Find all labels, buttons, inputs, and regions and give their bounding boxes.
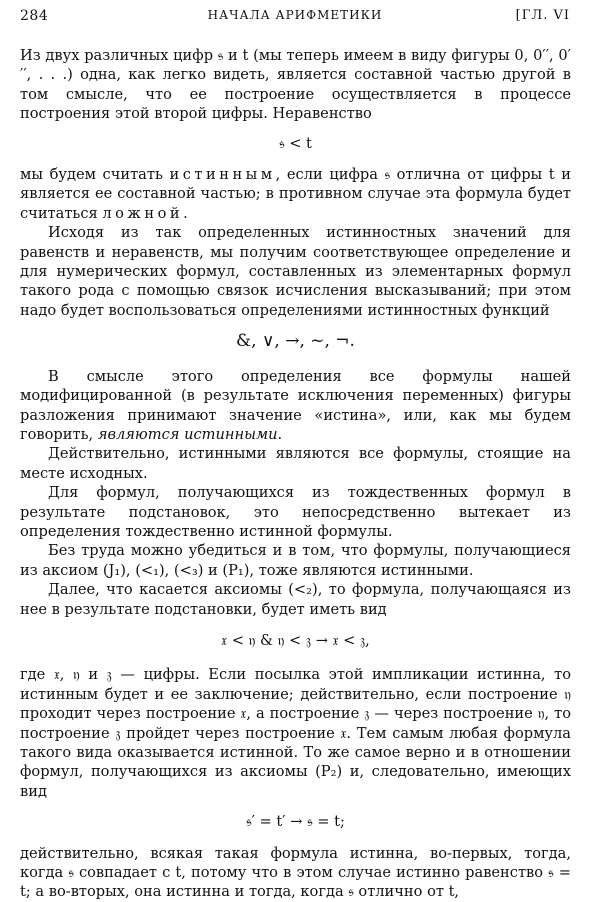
paragraph-9: где 𝔵, 𝔶 и 𝔷 — цифры. Если посылка этой импликации истинна, то истинным будет и ее заключение; действительно, если построение 𝔶 проходит через построение 𝔵, а построение 𝔷 — через построение 𝔶, то построение 𝔷 пройдет через построение 𝔵. Тем самым любая формула такого вида оказывается истинной. То же самое верно и в отношении формул, получающихся из аксиомы (P₂) и, следовательно, имеющих вид	[20, 666, 571, 800]
paragraph-1: Из двух различных цифр 𝔰 и t (мы теперь имеем в виду фигуры 0, 0′′, 0′′′, . . .) одна, как легко видеть, является составной частью другой в том смысле, что ее построение осуществляется в процессе построения этой второй цифры. Неравенство	[20, 47, 571, 123]
formula-transitivity: 𝔵 < 𝔶 & 𝔶 < 𝔷 → 𝔵 < 𝔷,	[221, 631, 370, 649]
term-false: ложной	[102, 204, 184, 222]
paragraph-2: мы будем считать истинным, если цифра 𝔰 отлична от цифры t и является ее составной частью; в противном случае эта формула будет считаться ложной.	[20, 166, 572, 222]
paragraph-5: Действительно, истинными являются все формулы, стоящие на месте исходных.	[20, 445, 571, 482]
formula-inequality: 𝔰 < t	[279, 134, 312, 152]
formula-connectives: &, ∨, →, ~, ¬.	[236, 331, 355, 352]
paragraph-10: действительно, всякая такая формула истинна, во-первых, тогда, когда 𝔰 совпадает с t, потому что в этом случае истинно равенство 𝔰 = t; а во-вторых, она истинна и тогда, когда 𝔰 отлично от t,	[20, 844, 571, 901]
page-number: 284	[20, 8, 49, 24]
paragraph-4: В смысле этого определения все формулы нашей модифицированной (в результате исключения переменных) фигуры разложения принимают значение «истина», или, как мы будем говорить, являются истинными.	[20, 367, 571, 443]
term-are-true: являются истинными	[97, 425, 278, 443]
formula-successor: 𝔰′ = t′ → 𝔰 = t;	[246, 813, 345, 831]
page-header	[20, 8, 570, 28]
paragraph-7: Без труда можно убедиться и в том, что формулы, получающиеся из аксиом (J₁), (<₁), (<₃) и (P₁), тоже являются истинными.	[20, 542, 571, 579]
chapter-label: [ГЛ. VI	[515, 8, 570, 23]
paragraph-3: Исходя из так определенных истинностных значений для равенств и неравенств, мы получим соответствующее определение и для нумерических формул, составленных из элементарных формул такого рода с помощью связок исчисления высказываний; при этом надо будет воспользоваться определениями истинностных функций	[20, 224, 571, 319]
running-title: НАЧАЛА АРИФМЕТИКИ	[207, 8, 383, 22]
paragraph-8: Далее, что касается аксиомы (<₂), то формула, получающаяся из нее в результате подстановки, будет иметь вид	[20, 581, 571, 618]
page-body	[20, 46, 571, 902]
paragraph-6: Для формул, получающихся из тождественных формул в результате подстановок, это непосредственно вытекает из определения тождественно истинной формулы.	[20, 484, 571, 540]
term-true: истинным	[169, 166, 276, 184]
